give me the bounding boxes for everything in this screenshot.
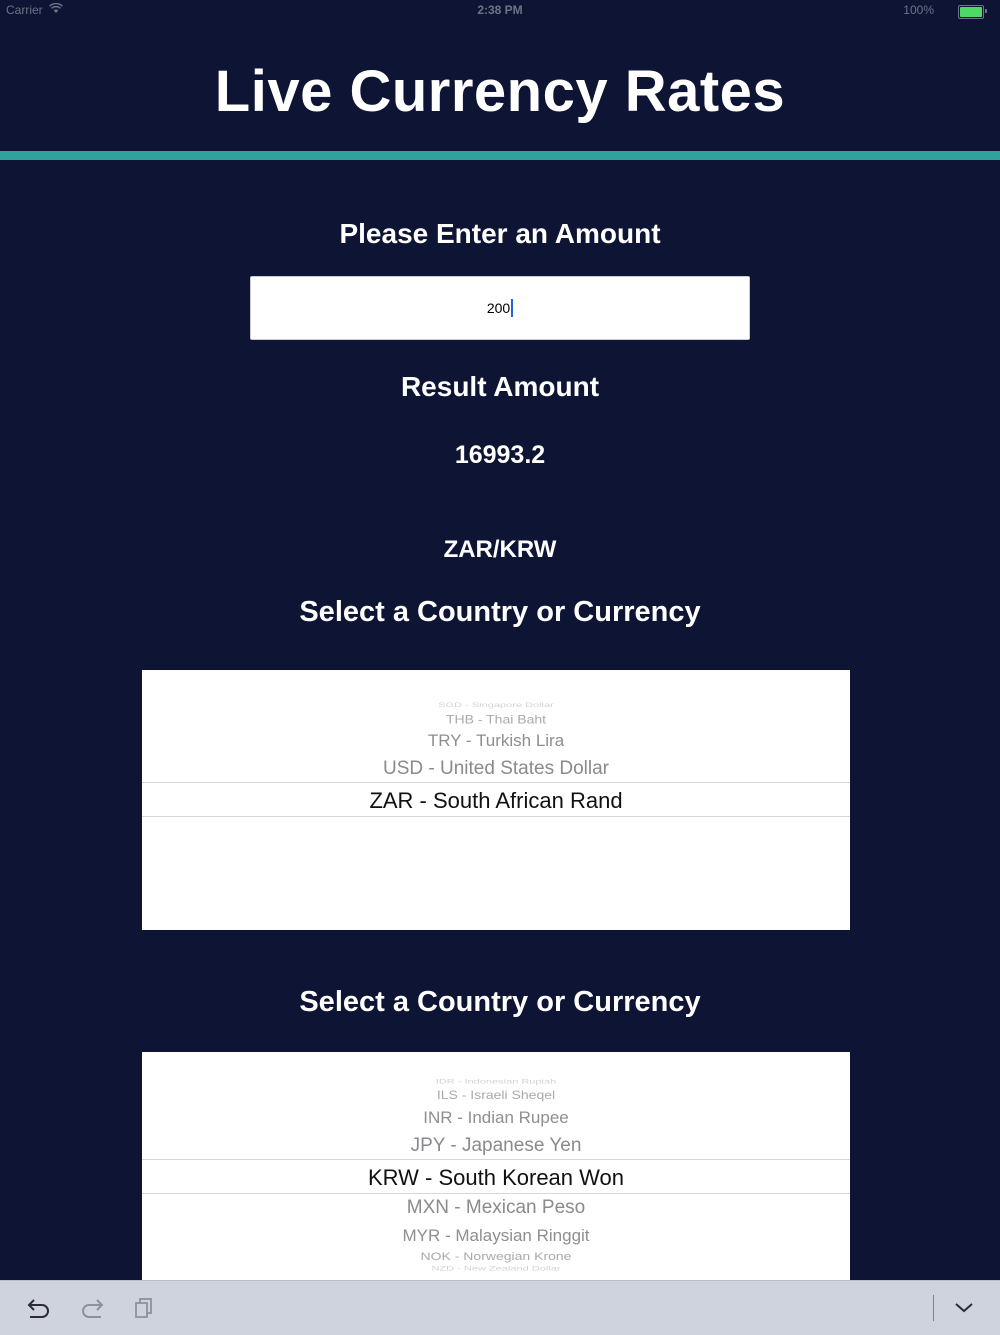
from-currency-label: Select a Country or Currency bbox=[299, 596, 701, 628]
picker-option-selected[interactable]: ZAR - South African Rand bbox=[369, 788, 623, 813]
picker-option[interactable]: THB - Thai Baht bbox=[445, 712, 547, 726]
toolbar-divider bbox=[933, 1295, 934, 1321]
result-label: Result Amount bbox=[400, 371, 600, 402]
from-currency-picker[interactable] bbox=[142, 670, 850, 930]
picker-option[interactable]: INR - Indian Rupee bbox=[423, 1108, 569, 1127]
header-accent-divider bbox=[0, 151, 1000, 160]
result-value: 16993.2 bbox=[454, 441, 546, 469]
currency-pair-label: ZAR/KRW bbox=[443, 536, 557, 563]
picker-option[interactable]: MYR - Malaysian Ringgit bbox=[402, 1226, 590, 1245]
page-title: Live Currency Rates bbox=[214, 59, 786, 124]
picker-option[interactable]: TRY - Turkish Lira bbox=[427, 731, 565, 750]
picker-option[interactable]: MXN - Mexican Peso bbox=[406, 1197, 586, 1218]
redo-icon[interactable] bbox=[79, 1297, 105, 1319]
keyboard-shortcut-bar bbox=[0, 1280, 1000, 1335]
to-currency-picker[interactable] bbox=[142, 1052, 850, 1280]
battery-percent: 100% bbox=[903, 3, 934, 17]
text-cursor bbox=[511, 299, 513, 317]
picker-option[interactable]: NOK - Norwegian Krone bbox=[420, 1249, 572, 1263]
undo-icon[interactable] bbox=[26, 1297, 52, 1319]
picker-option[interactable]: JPY - Japanese Yen bbox=[410, 1135, 582, 1156]
picker-option[interactable]: SGD - Singapore Dollar bbox=[438, 701, 554, 709]
amount-input-value: 200 bbox=[486, 300, 511, 316]
paste-icon[interactable] bbox=[134, 1297, 154, 1319]
picker-option[interactable]: ILS - Israeli Sheqel bbox=[436, 1088, 556, 1102]
picker-option[interactable]: IDR - Indonesian Rupiah bbox=[435, 1078, 557, 1086]
picker-option[interactable]: USD - United States Dollar bbox=[383, 758, 609, 779]
amount-label: Please Enter an Amount bbox=[339, 218, 661, 249]
picker-selection-line-bottom bbox=[142, 1193, 850, 1194]
carrier-label: Carrier bbox=[6, 3, 43, 17]
picker-option-selected[interactable]: KRW - South Korean Won bbox=[368, 1165, 624, 1190]
picker-option[interactable]: NZD - New Zealand Dollar bbox=[431, 1265, 561, 1273]
dismiss-keyboard-icon[interactable] bbox=[953, 1299, 975, 1315]
status-bar bbox=[0, 0, 1000, 22]
amount-input[interactable] bbox=[250, 276, 750, 340]
to-currency-label: Select a Country or Currency bbox=[299, 986, 701, 1018]
battery-icon bbox=[958, 5, 984, 19]
picker-selection-line-top bbox=[142, 782, 850, 783]
picker-selection-line-top bbox=[142, 1159, 850, 1160]
picker-selection-line-bottom bbox=[142, 816, 850, 817]
status-time: 2:38 PM bbox=[477, 3, 523, 17]
